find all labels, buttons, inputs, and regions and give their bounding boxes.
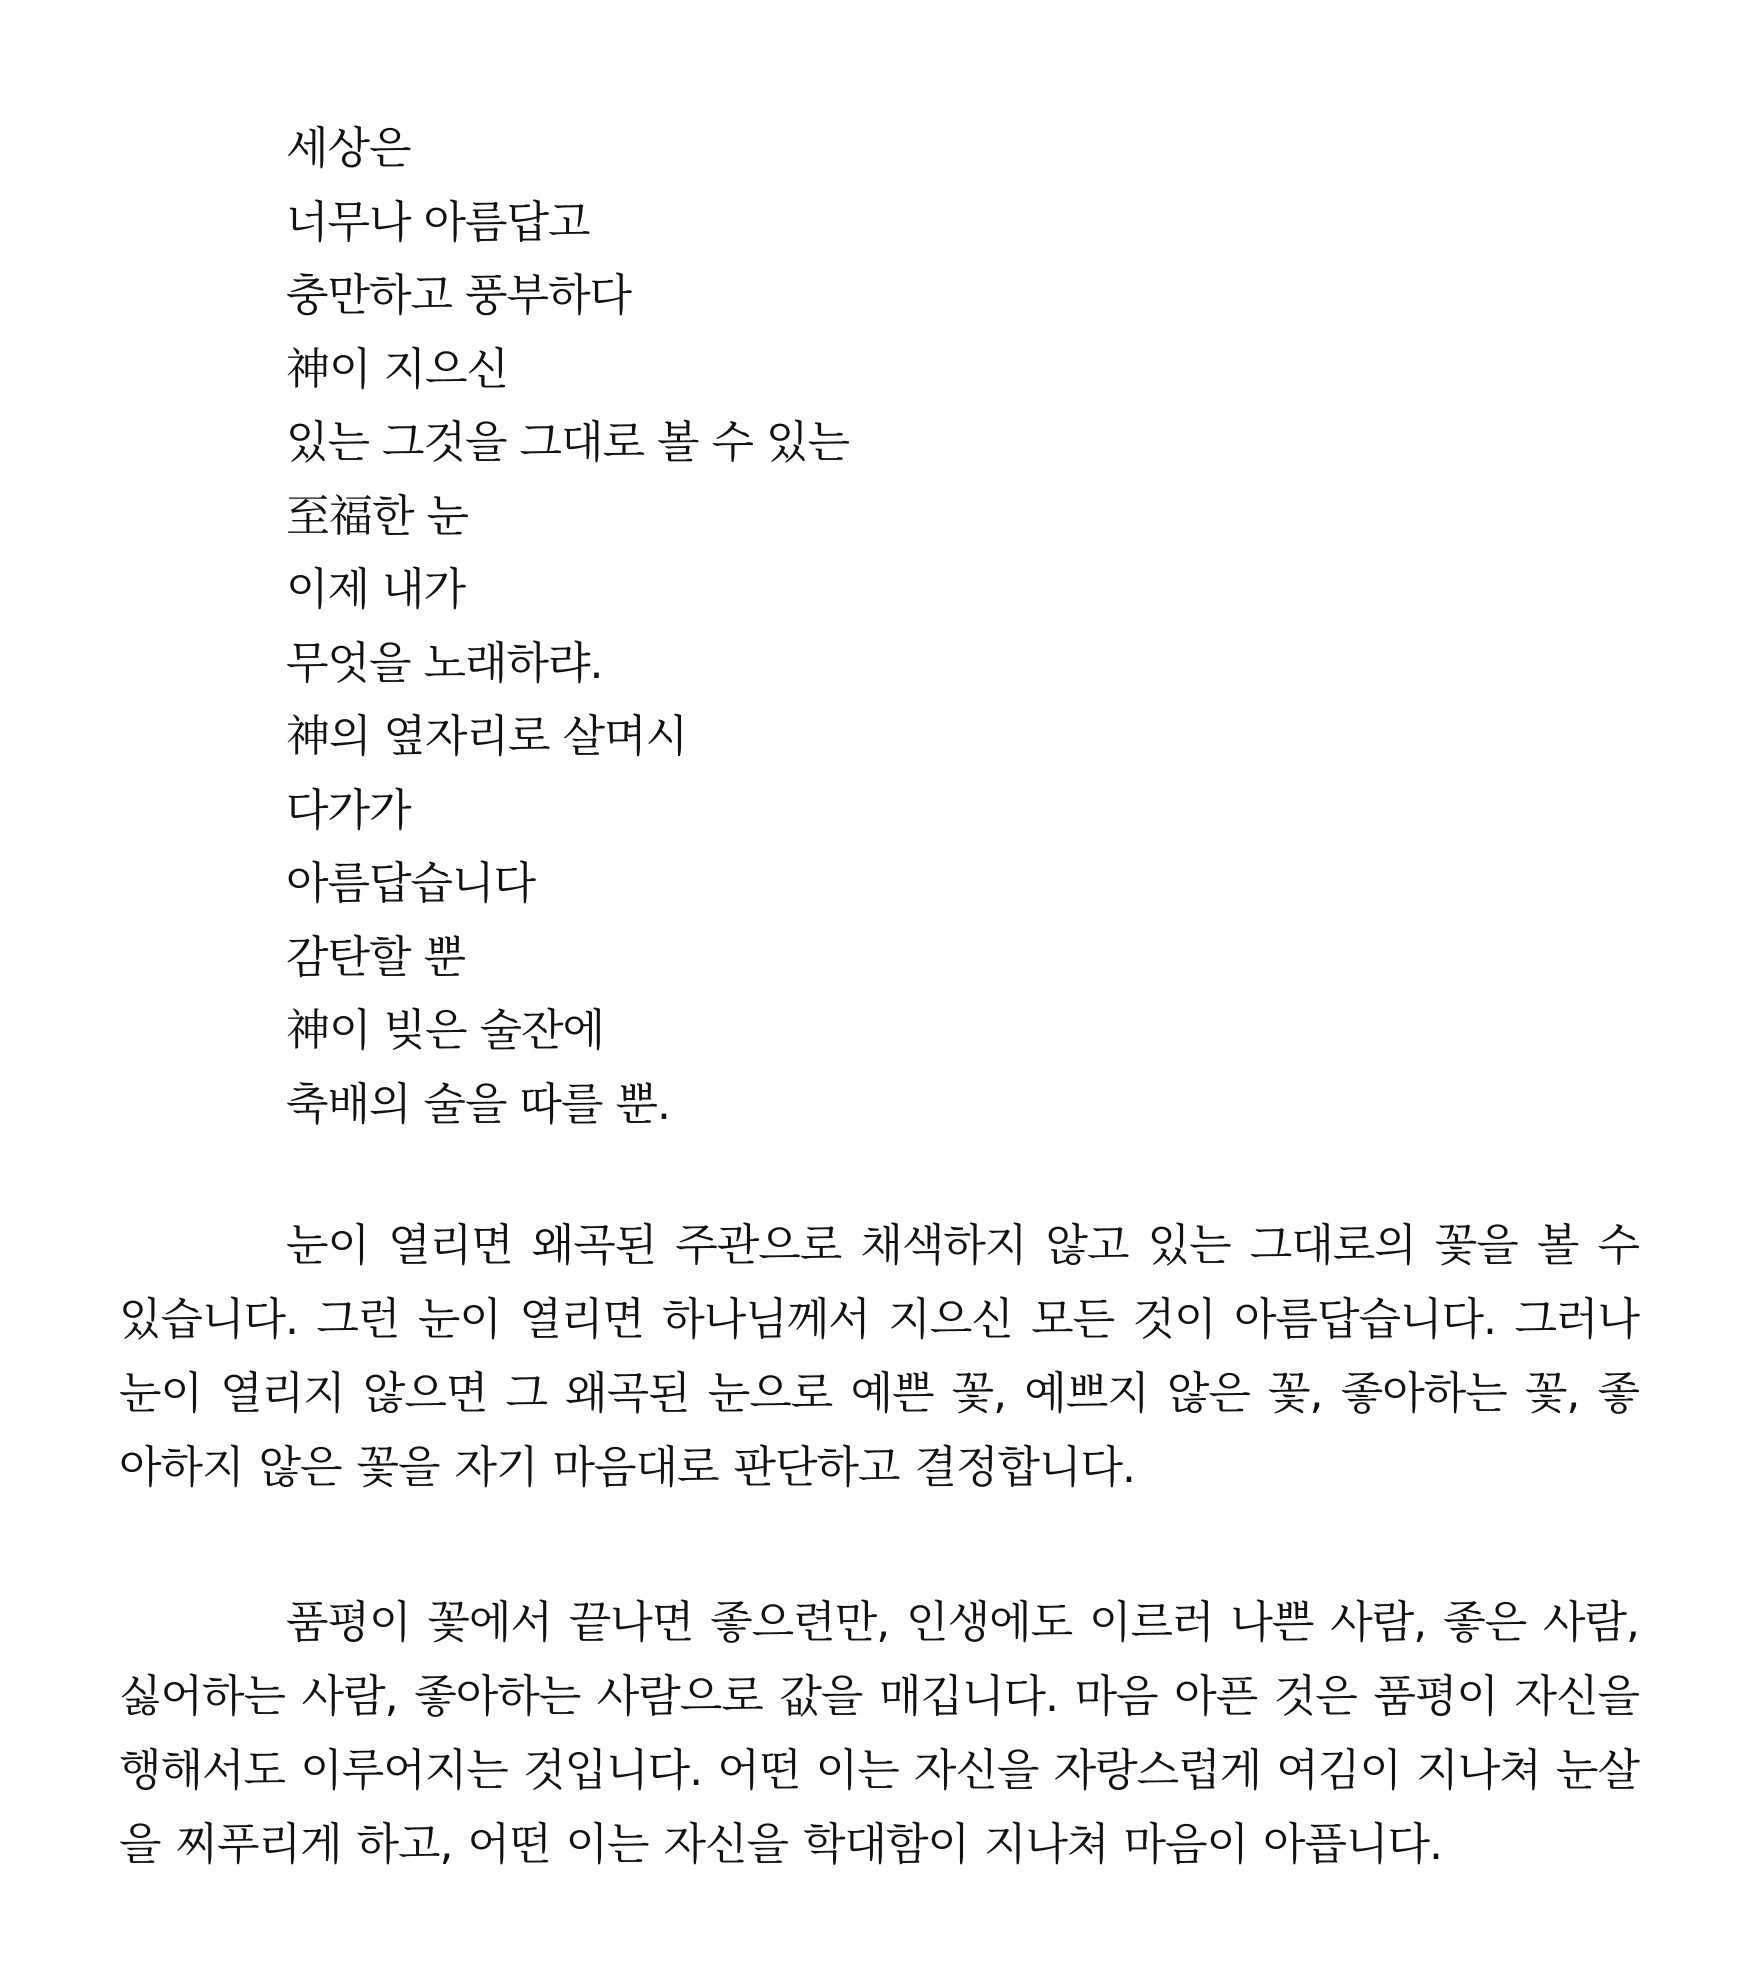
poem-line: 至福한 눈 bbox=[286, 490, 468, 542]
poem bbox=[286, 112, 849, 1141]
poem-line: 충만하고 풍부하다 bbox=[286, 270, 632, 321]
poem-line: 이제 내가 bbox=[286, 564, 466, 615]
poem-line: 神의 옆자리로 살며시 bbox=[286, 711, 688, 762]
poem-line: 세상은 bbox=[286, 123, 411, 174]
poem-line: 神이 빚은 술잔에 bbox=[286, 1005, 604, 1056]
poem-line: 감탄할 뿐 bbox=[286, 931, 466, 983]
poem-line: 있는 그것을 그대로 볼 수 있는 bbox=[286, 417, 849, 468]
poem-line: 神이 지으신 bbox=[286, 343, 509, 395]
poem-line: 축배의 술을 따를 뿐. bbox=[286, 1078, 670, 1130]
prose-paragraph: 눈이 열리면 왜곡된 주관으로 채색하지 않고 있는 그대로의 꽃을 볼 수 있습니다. 그런 눈이 열리면 하나님께서 지으신 모든 것이 아름답습니다. 그러나 눈이 열리지 않으면 그 왜곡된 눈으로 예쁜 꽃, 예쁘지 않은 꽃, 좋아하는 꽃, 좋아하지 않은 꽃을 자기 마음대로 판단하고 결정합니다. bbox=[119, 1220, 1639, 1493]
poem-line: 너무나 아름답고 bbox=[286, 196, 590, 248]
prose-paragraph: 품평이 꽃에서 끝나면 좋으련만, 인생에도 이르러 나쁜 사람, 좋은 사람, 싫어하는 사람, 좋아하는 사람으로 값을 매깁니다. 마음 아픈 것은 품평이 자신을 행해서도 이루어지는 것입니다. 어떤 이는 자신을 자랑스럽게 여김이 지나쳐 눈살을 찌푸리게 하고, 어떤 이는 자신을 학대함이 지나쳐 마음이 아픕니다. bbox=[119, 1597, 1639, 1870]
poem-line: 아름답습니다 bbox=[286, 858, 536, 909]
poem-line: 다가가 bbox=[286, 784, 411, 836]
poem-line: 무엇을 노래하랴. bbox=[286, 637, 603, 689]
